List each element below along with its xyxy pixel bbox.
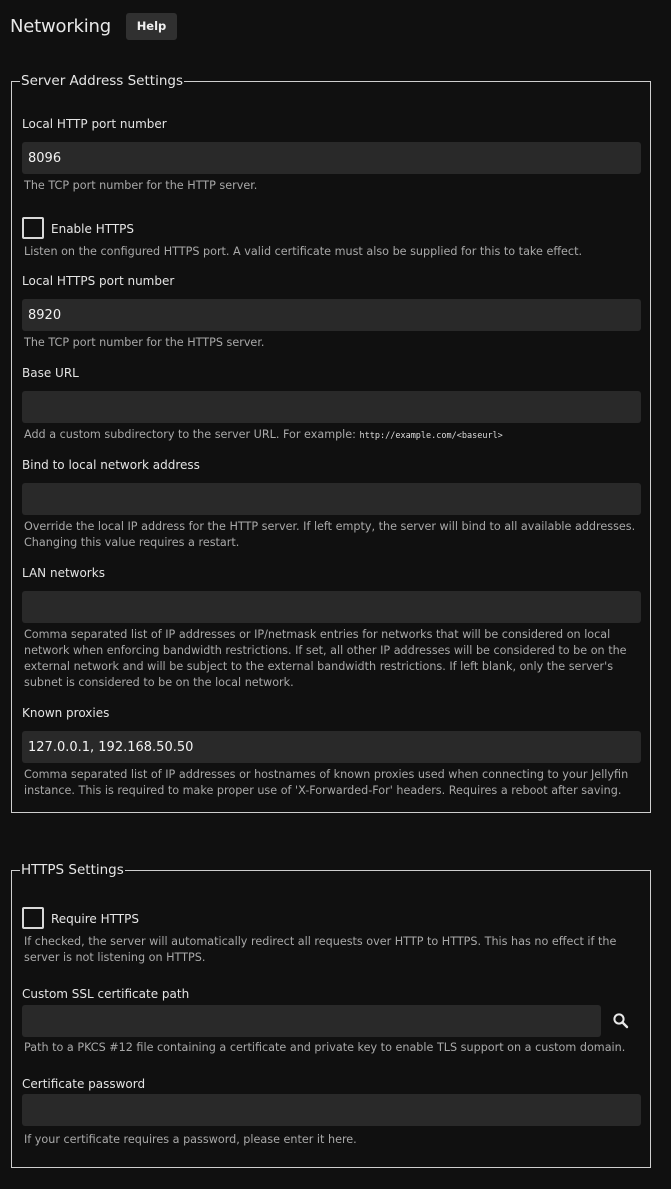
http-port-description: The TCP port number for the HTTP server.	[24, 179, 258, 192]
known-proxies-input[interactable]	[22, 731, 641, 763]
cert-path-browse-button[interactable]	[606, 1006, 636, 1036]
base-url-input[interactable]	[22, 391, 641, 423]
http-port-input[interactable]	[22, 142, 641, 174]
cert-password-input[interactable]	[22, 1094, 641, 1126]
https-port-input[interactable]	[22, 299, 641, 331]
cert-path-description: Path to a PKCS #12 file containing a certificate and private key to enable TLS support on a custom domain.	[24, 1041, 626, 1054]
cert-password-description: If your certificate requires a password, please enter it here.	[24, 1133, 357, 1146]
lan-networks-label: LAN networks	[22, 566, 105, 580]
page-title: Networking	[10, 15, 111, 37]
https-port-description: The TCP port number for the HTTPS server.	[24, 336, 265, 349]
bind-address-description: Override the local IP address for the HTTP server. If left empty, the server will bind to all available addresses. Changing this value requires a restart.	[24, 520, 636, 549]
help-button[interactable]: Help	[126, 13, 177, 40]
http-port-label: Local HTTP port number	[22, 117, 167, 131]
search-icon	[612, 1012, 630, 1030]
cert-path-input[interactable]	[22, 1005, 601, 1037]
https-settings-legend: HTTPS Settings	[21, 862, 124, 878]
page-header	[10, 12, 177, 40]
base-url-label: Base URL	[22, 366, 79, 380]
bind-address-input[interactable]	[22, 483, 641, 515]
https-port-label: Local HTTPS port number	[22, 274, 175, 288]
require-https-label[interactable]: Require HTTPS	[51, 912, 139, 926]
cert-path-label: Custom SSL certificate path	[22, 987, 190, 1001]
server-address-settings	[11, 73, 651, 813]
https-settings	[11, 862, 651, 1168]
known-proxies-label: Known proxies	[22, 706, 110, 720]
base-url-description-text: Add a custom subdirectory to the server URL. For example:	[24, 428, 356, 441]
require-https-description: If checked, the server will automatically redirect all requests over HTTP to HTTPS. This has no effect if the server is not listening on HTTPS.	[24, 935, 617, 964]
base-url-example: http://example.com/<baseurl>	[359, 431, 503, 441]
lan-networks-description: Comma separated list of IP addresses or IP/netmask entries for networks that will be considered on local network when enforcing bandwidth restrictions. If set, all other IP addresses will be considered to be on the external network and will be subject to the external bandwidth restrictions. If left blank, only the server's subnet is considered to be on the local network.	[24, 628, 627, 689]
require-https-checkbox[interactable]	[22, 907, 44, 929]
cert-password-label: Certificate password	[22, 1077, 146, 1091]
base-url-description	[24, 427, 636, 444]
known-proxies-description: Comma separated list of IP addresses or hostnames of known proxies used when connecting to your Jellyfin instance. This is required to make proper use of 'X-Forwarded-For' headers. Requires a reboot after saving.	[24, 768, 629, 797]
server-address-legend: Server Address Settings	[21, 73, 183, 89]
bind-address-label: Bind to local network address	[22, 458, 200, 472]
enable-https-description: Listen on the configured HTTPS port. A valid certificate must also be supplied for this to take effect.	[24, 245, 583, 258]
enable-https-label[interactable]: Enable HTTPS	[51, 222, 135, 236]
enable-https-checkbox[interactable]	[22, 217, 44, 239]
lan-networks-input[interactable]	[22, 591, 641, 623]
